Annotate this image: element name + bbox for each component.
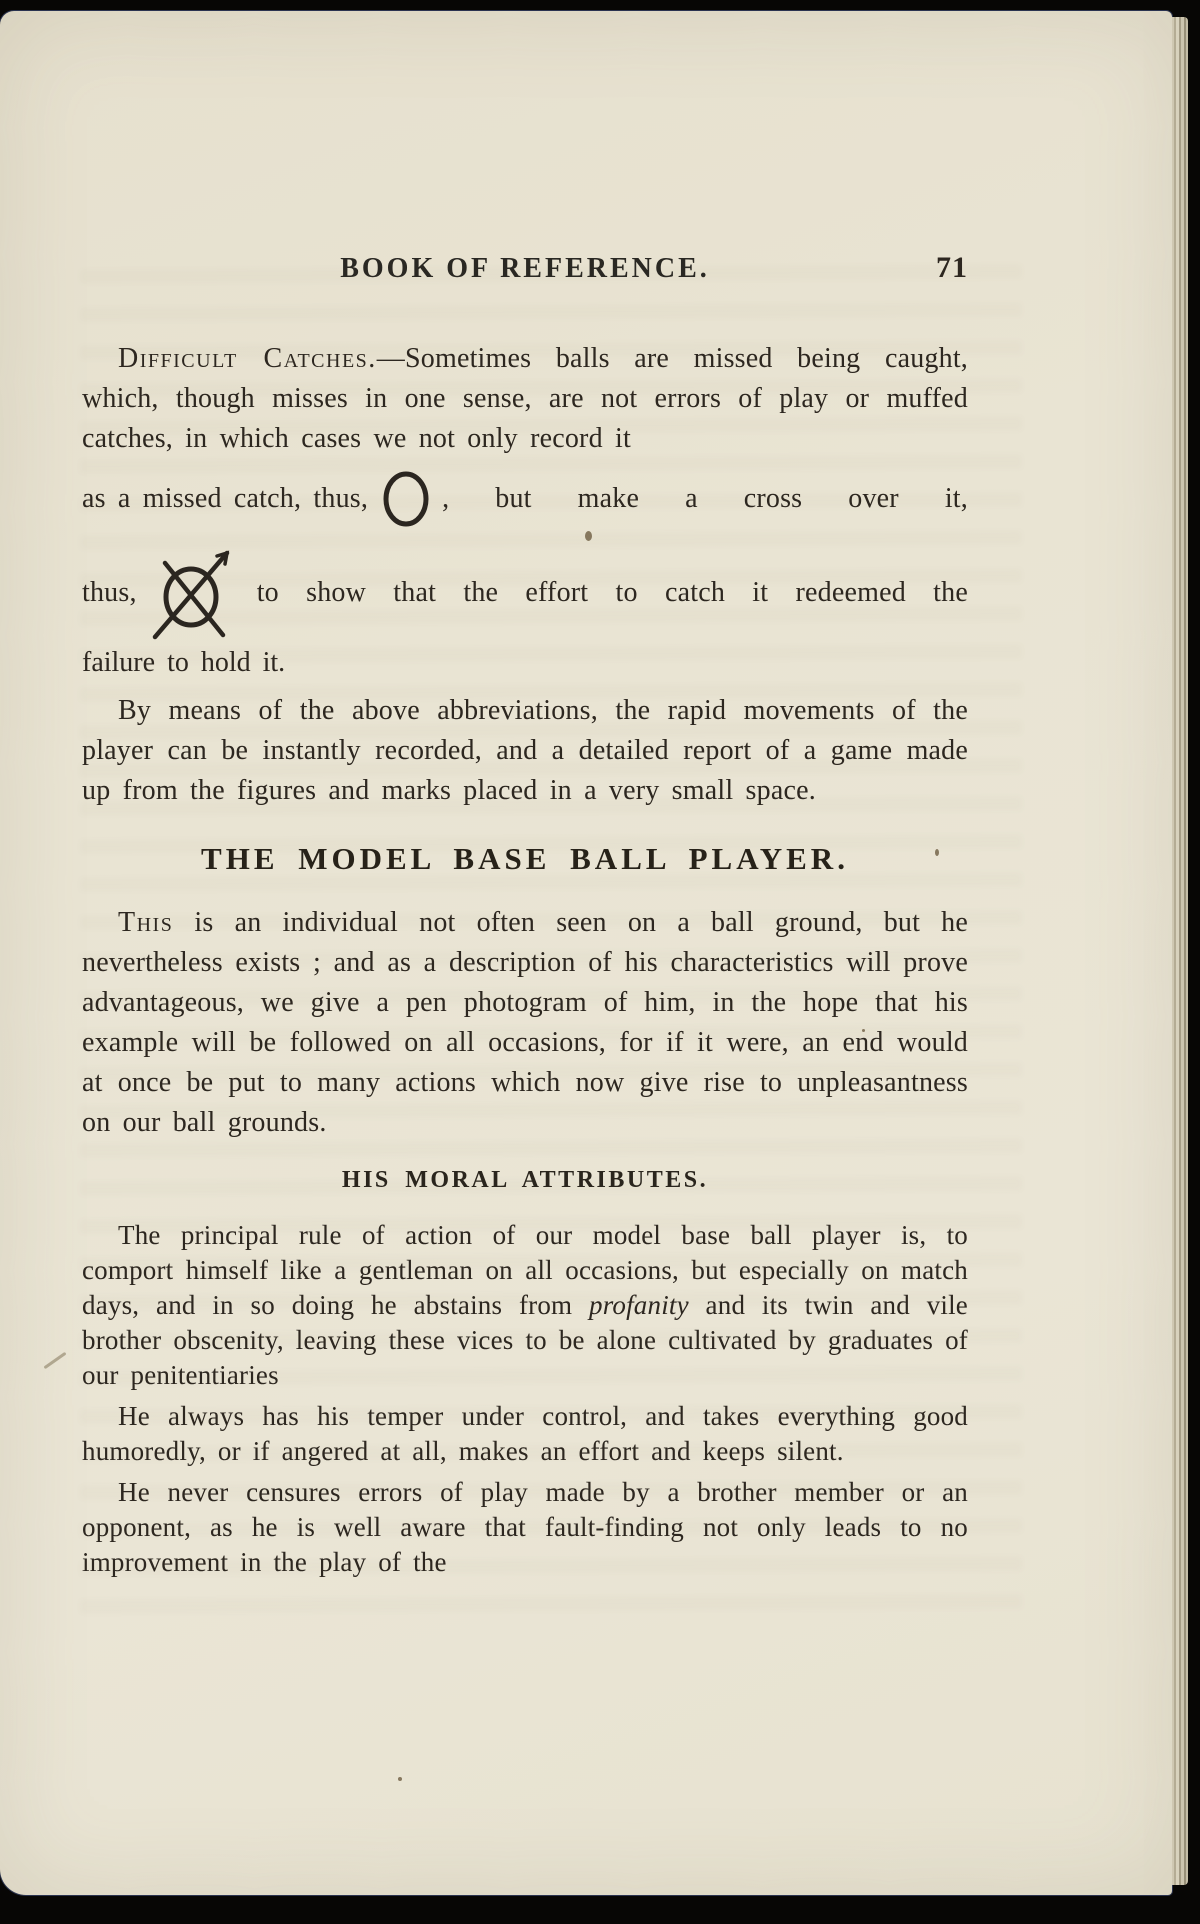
paragraph-text: and its twin and vile brother obscenity, leaving these vices to be alone cultivated by graduates of our penitentiaries <box>82 1289 968 1390</box>
paragraph-moral-attributes <box>82 1218 968 1393</box>
redeemed-catch-crossed-circle-icon <box>145 545 241 641</box>
sub-heading: HIS MORAL ATTRIBUTES. <box>341 1166 709 1193</box>
paragraph-text: is an individual not often seen on a ball ground, but he nevertheless exists ; and as a description of his characteristics will prove advantageous, we give a pen photogram of him, in the hope that his example will be followed on all occasions, for if it were, an end would at once be put to many actions which now give rise to unpleasantness on our ball grounds. <box>82 906 968 1138</box>
paragraph-difficult-catches <box>82 339 968 459</box>
paragraph-temper: He always has his temper under control, and takes everything good humoredly, or if angered at all, makes an effort and keeps silent. <box>82 1400 968 1466</box>
running-header <box>82 253 968 287</box>
paragraph-model-player <box>82 903 968 1143</box>
paragraph-censures: He never censures errors of play made by a brother member or an opponent, as he is well aware that fault-finding not only leads to no improvement in the play of the <box>82 1476 968 1577</box>
missed-catch-line-after: , but make a cross over it, <box>442 483 968 514</box>
redeemed-catch-line-before: thus, <box>82 577 137 608</box>
page-number: 71 <box>936 251 968 284</box>
type-area <box>82 11 968 1895</box>
missed-catch-circle-icon <box>380 469 432 529</box>
missed-catch-line <box>82 467 968 531</box>
section-heading: THE MODEL BASE BALL PLAYER. <box>201 841 849 876</box>
italic-word-profanity: profanity <box>589 1289 689 1320</box>
paragraph-lead-small-caps: Difficult Catches. <box>118 343 377 374</box>
redeemed-catch-line-after: to show that the effort to catch it redeemed the <box>256 577 968 608</box>
pen-mark <box>43 1352 66 1369</box>
paragraph-text: The principal rule of action of our model base ball player is, to comport himself like a gentleman on all occasions, but especially on match days, and in so doing he abstains from <box>82 1219 968 1320</box>
paragraph-lead-small-caps: This <box>118 906 174 938</box>
missed-catch-line-before: as a missed catch, thus, <box>82 483 369 514</box>
paragraph-abbreviations: By means of the above abbreviations, the rapid movements of the player can be instantly recorded, and a detailed report of a game made up from the figures and marks placed in a very small space. <box>82 695 968 806</box>
page-edge-stack <box>1172 17 1188 1885</box>
redeemed-catch-line <box>82 545 968 641</box>
book-page <box>0 11 1172 1895</box>
paragraph-text: —Sometimes balls are missed being caught, which, though misses in one sense, are not errors of play or muffed catches, in which cases we not only record it <box>82 343 968 454</box>
running-header-title: BOOK OF REFERENCE. <box>340 253 710 284</box>
failure-line: failure to hold it. <box>82 647 286 678</box>
